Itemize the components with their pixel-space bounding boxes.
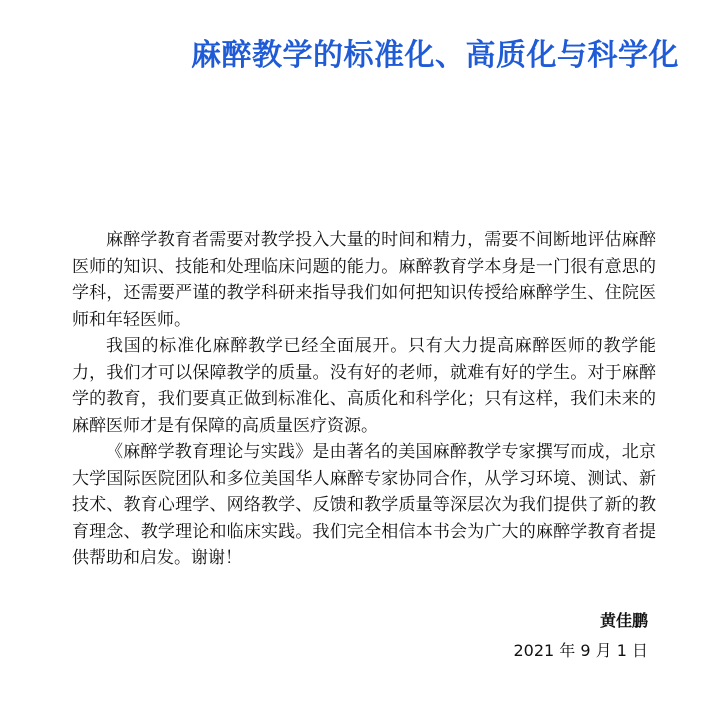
body-text — [72, 227, 656, 572]
paragraph-2: 我国的标准化麻醉教学已经全面展开。只有大力提高麻醉医师的教学能力，我们才可以保障教学的质量。没有好的老师，就难有好的学生。对于麻醉学的教育，我们要真正做到标准化、高质化和科学化；只有这样，我们未来的麻醉医师才是有保障的高质量医疗资源。 — [72, 336, 656, 436]
paragraph-1: 麻醉学教育者需要对教学投入大量的时间和精力，需要不间断地评估麻醉医师的知识、技能和处理临床问题的能力。麻醉教育学本身是一门很有意思的学科，还需要严谨的教学科研来指导我们如何把知识传授给麻醉学生、住院医师和年轻医师。 — [72, 230, 656, 330]
signature-date: 2021 年 9 月 1 日 — [513, 641, 648, 660]
author-name: 黄佳鹏 — [599, 611, 648, 630]
page-title: 麻醉教学的标准化、高质化与科学化 — [191, 38, 679, 73]
paragraph-3: 《麻醉学教育理论与实践》是由著名的美国麻醉教学专家撰写而成，北京大学国际医院团队和多位美国华人麻醉专家协同合作，从学习环境、测试、新技术、教育心理学、网络教学、反馈和教学质量等深层次为我们提供了新的教育理念、教学理论和临床实践。我们完全相信本书会为广大的麻醉学教育者提供帮助和启发。谢谢！ — [72, 442, 656, 568]
signature-block — [513, 606, 648, 666]
